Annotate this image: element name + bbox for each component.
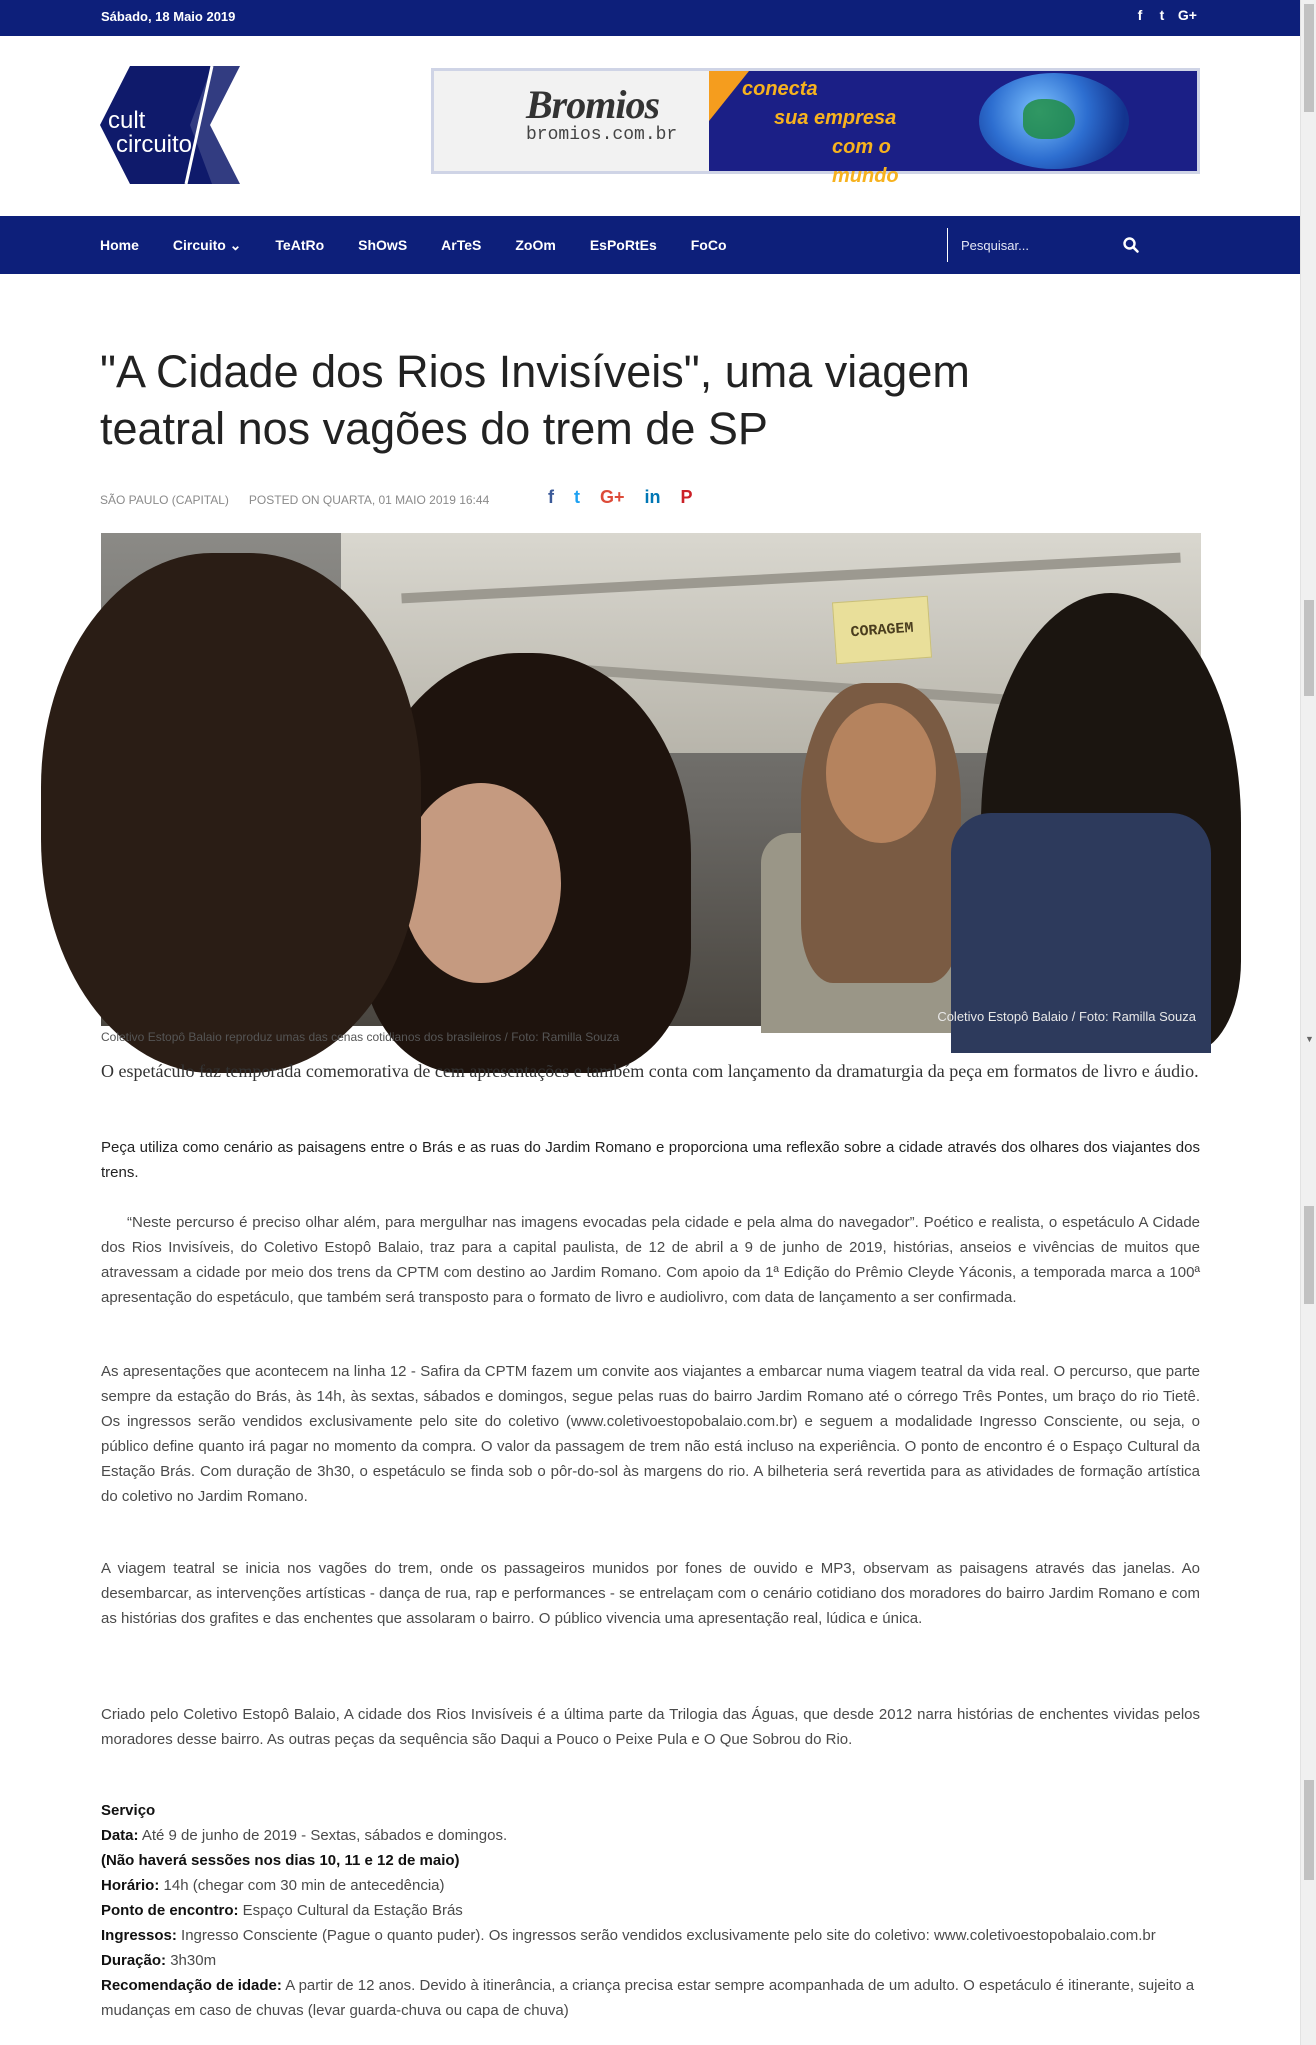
current-date: Sábado, 18 Maio 2019 — [101, 9, 236, 24]
article-paragraph: A viagem teatral se inicia nos vagões do trem, onde os passageiros munidos por fones de ouvido e MP3, observam as paisagens através das janelas. Ao desembarcar, as intervenções artísticas - dança de rua, rap e performances - se entrelaçam com o cenário cotidiano dos moradores do bairro Jardim Romano e com as histórias dos grafites e das enchentes que assolaram o bairro. O público vivencia uma apresentação real, lúdica e única. — [101, 1560, 1200, 1627]
banner-brand: Bromios — [526, 82, 660, 127]
service-value: 14h (chegar com 30 min de antecedência) — [163, 1877, 445, 1894]
service-tickets-row — [101, 1923, 1211, 1948]
share-pinterest-icon[interactable]: P — [680, 487, 693, 507]
service-info — [101, 1798, 1211, 2023]
article-paragraph: As apresentações que acontecem na linha 12 - Safira da CPTM fazem um convite aos viajantes a embarcar numa viagem teatral da vida real. O percurso, que parte sempre da estação do Brás, às 14h, às sextas, sábados e domingos, segue pelas ruas do bairro Jardim Romano até o córrego Três Pontes, um braço do rio Tietê. Os ingressos serão vendidos exclusivamente pelo site do coletivo (www.coletivoestopobalaio.com.br) e seguem a modalidade Ingresso Consciente, ou seja, o público define quanto irá pagar no momento da compra. O valor da passagem de trem não está incluso na experiência. O ponto de encontro é o Espaço Cultural da Estação Brás. Com duração de 3h30, o espetáculo se finda sob o pôr-do-sol às margens do rio. A bilheteria será revertida para as atividades de formação artística do coletivo no Jardim Romano. — [101, 1363, 1200, 1505]
performer-face — [826, 703, 936, 843]
article-lead: O espetáculo faz temporada comemorativa de cem apresentações e também conta com lançamento da dramaturgia da peça em formatos de livro e áudio. — [101, 1061, 1199, 1081]
banner-slogan-line: conecta — [742, 78, 818, 100]
scrollbar-thumb[interactable] — [1304, 1206, 1314, 1304]
service-date-row — [101, 1823, 1211, 1848]
nav-item-artes[interactable]: ArTeS — [441, 237, 482, 253]
share-google-plus-icon[interactable]: G+ — [600, 487, 625, 507]
site-logo[interactable] — [100, 66, 240, 184]
logo-text-circuito: circuito — [116, 131, 193, 158]
nav-item-foco[interactable]: FoCo — [690, 237, 727, 253]
share-linkedin-icon[interactable]: in — [644, 487, 661, 507]
google-plus-icon[interactable]: G+ — [1177, 7, 1197, 23]
banner-slogan-line: sua empresa — [774, 107, 897, 129]
nav-item-esportes[interactable]: EsPoRtEs — [589, 237, 657, 253]
article-title: "A Cidade dos Rios Invisíveis", uma viagem teatral nos vagões do trem de SP — [100, 346, 970, 454]
service-value: Até 9 de junho de 2019 - Sextas, sábados e domingos. — [141, 1827, 508, 1844]
service-duration-row — [101, 1948, 1211, 1973]
service-value: 3h30m — [170, 1952, 217, 1969]
article-subhead: Peça utiliza como cenário as paisagens entre o Brás e as ruas do Jardim Romano e proporciona uma reflexão sobre a cidade através dos olhares dos viajantes dos trens. — [101, 1139, 1200, 1181]
nav-item-shows[interactable]: ShOwS — [358, 237, 408, 253]
passenger-face — [401, 783, 561, 983]
article-photo — [101, 533, 1200, 1026]
nav-item-home[interactable]: Home — [100, 237, 139, 253]
logo-text-cult: cult — [108, 107, 146, 134]
service-value: A partir de 12 anos. Devido à itinerância, a criança precisa estar sempre acompanhada de um adulto. O espetáculo é itinerante, sujeito a mudanças em caso de chuvas (levar guarda-chuva ou capa de chuva) — [101, 1977, 1195, 2019]
service-label: Duração: — [101, 1952, 167, 1969]
banner-slogan-line: com o mundo — [832, 136, 899, 187]
service-label: Ponto de encontro: — [101, 1902, 239, 1919]
page-scrollbar[interactable] — [1300, 0, 1316, 2045]
service-label: Ingressos: — [101, 1927, 177, 1944]
article-paragraph: Criado pelo Coletivo Estopô Balaio, A cidade dos Rios Invisíveis é a última parte da Trilogia das Águas, que desde 2012 narra histórias de enchentes vividas pelos moradores desse bairro. As outras peças da sequência são Daqui a Pouco o Peixe Pula e O Que Sobrou do Rio. — [101, 1706, 1200, 1748]
cult-circuito-logo-icon — [100, 66, 240, 184]
scroll-down-arrow-icon[interactable]: ▼ — [1305, 1034, 1314, 1044]
passenger-figure — [41, 553, 421, 1073]
photo-caption: Coletivo Estopô Balaio reproduz umas das cenas cotidianos dos brasileiros / Foto: Ramilla Souza — [101, 1030, 620, 1044]
scrollbar-thumb[interactable] — [1304, 600, 1314, 696]
nav-item-zoom[interactable]: ZoOm — [515, 237, 556, 253]
share-facebook-icon[interactable]: f — [548, 487, 554, 507]
service-time-row — [101, 1873, 1211, 1898]
globe-icon — [979, 73, 1129, 169]
scrollbar-thumb[interactable] — [1304, 4, 1314, 112]
share-buttons — [548, 487, 693, 508]
facebook-icon[interactable]: f — [1137, 7, 1143, 23]
service-note: (Não haverá sessões nos dias 10, 11 e 12 de maio) — [101, 1852, 460, 1869]
article-meta — [100, 493, 489, 507]
service-label: Recomendação de idade: — [101, 1977, 282, 1994]
top-bar — [0, 0, 1300, 36]
protest-sign: CORAGEM — [832, 596, 932, 665]
service-heading: Serviço — [101, 1802, 156, 1819]
top-social-links — [1134, 7, 1197, 23]
main-navigation — [0, 216, 1300, 274]
nav-divider — [947, 228, 948, 262]
service-label: Data: — [101, 1827, 139, 1844]
banner-site: bromios.com.br — [526, 125, 678, 145]
article-paragraph: “Neste percurso é preciso olhar além, para mergulhar nas imagens evocadas pela cidade e pela alma do navegador”. Poético e realista, o espetáculo A Cidade dos Rios Invisíveis, do Coletivo Estopô Balaio, traz para a capital paulista, de 12 de abril a 9 de junho de 2019, histórias, anseios e vivências de muitos que atravessam a cidade por meio dos trens da CPTM com destino ao Jardim Romano. Com apoio da 1ª Edição do Prêmio Cleyde Yáconis, a temporada marca a 100ª apresentação do espetáculo, que também será transposto para o formato de livro e audiolivro, com data de lançamento a ser confirmada. — [101, 1214, 1200, 1306]
photo-credit: Coletivo Estopô Balaio / Foto: Ramilla Souza — [937, 1009, 1196, 1024]
nav-item-teatro[interactable]: TeAtRo — [275, 237, 325, 253]
service-meeting-row — [101, 1898, 1211, 1923]
search-icon[interactable] — [1122, 236, 1140, 254]
service-value: Espaço Cultural da Estação Brás — [242, 1902, 463, 1919]
search-input[interactable] — [961, 228, 1141, 262]
banner-slogan — [734, 75, 954, 191]
service-label: Horário: — [101, 1877, 160, 1894]
article-date: POSTED ON QUARTA, 01 MAIO 2019 16:44 — [248, 493, 490, 507]
service-value: Ingresso Consciente (Pague o quanto puder). Os ingressos serão vendidos exclusivamente pelo site do coletivo: www.coletivoestopobalaio.com.br — [181, 1927, 1156, 1944]
share-twitter-icon[interactable]: t — [574, 487, 580, 507]
service-age-row — [101, 1973, 1211, 2023]
nav-item-circuito[interactable]: Circuito ⌄ — [172, 236, 242, 253]
twitter-icon[interactable]: t — [1159, 7, 1165, 23]
article-category[interactable]: SÃO PAULO (CAPITAL) — [100, 493, 229, 507]
scrollbar-thumb[interactable] — [1304, 1780, 1314, 1880]
advertisement-banner[interactable] — [431, 68, 1200, 187]
